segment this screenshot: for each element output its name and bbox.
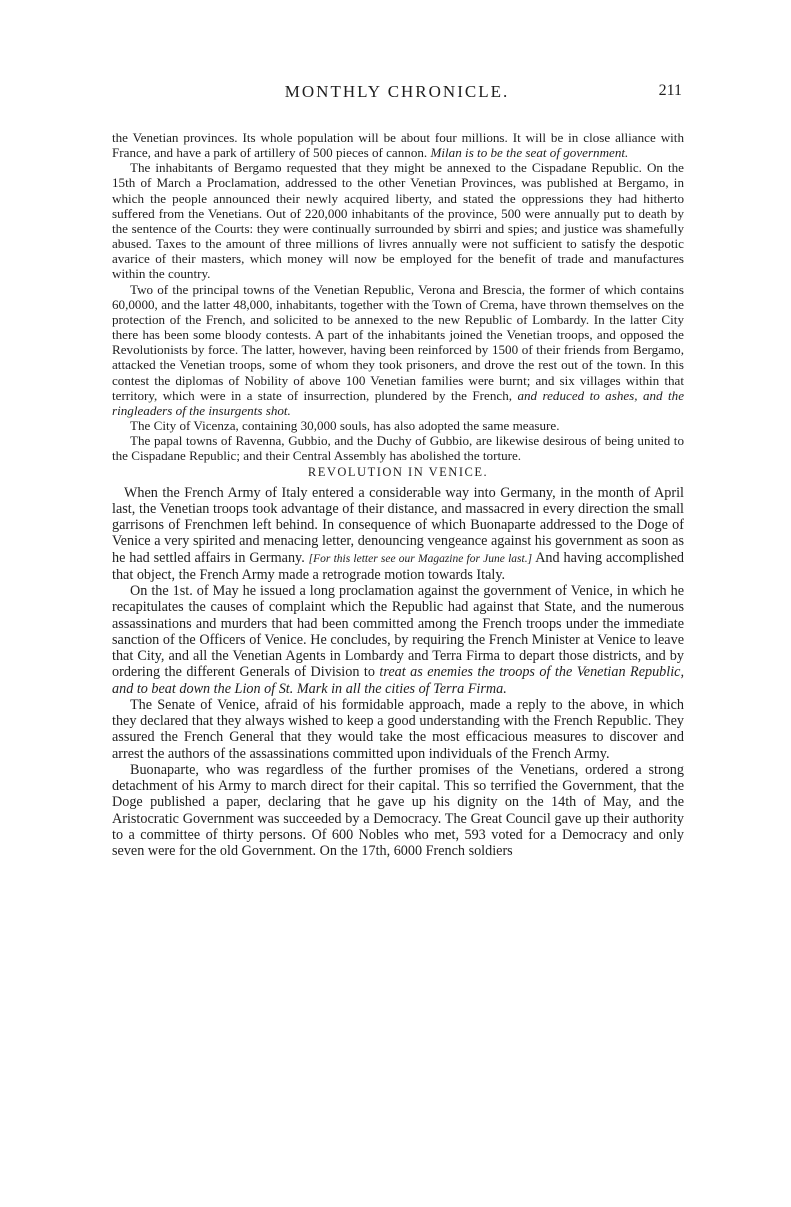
paragraph-text: On the 1st. of May he issued a long proclamation against the government of Venice, in which he recapitulates the causes of complaint which the Republic had against that State, and the numerous assassinations and murders that had been committed among the French troops under the immediate sanction of the Officers of Venice. He concludes, by requiring the French Minister at Venice to leave that City, and all the Venetian Agents in Lombardy and Terra Firma to depart those districts, and by ordering the different Generals of Division to (112, 583, 684, 681)
paragraph-italic: and reduced to ashes, and the ringleaders of the insurgents shot. (112, 387, 685, 418)
paragraph-5 (112, 433, 684, 463)
paragraph-italic: Milan is to be the seat of government. (430, 145, 629, 161)
paragraph-text: The Senate of Venice, afraid of his formidable approach, made a reply to the above, in which they declared that they always wished to keep a good understanding with the French Republic. They assured the French General that they would take the most efficacious measures to discover and arrest the authors of the assassinations committed upon individuals of the French Army. (112, 696, 684, 762)
section-paragraph-3 (112, 697, 684, 762)
paragraph-text: The City of Vicenza, containing 30,000 souls, has also adopted the same measure. (130, 417, 560, 433)
paragraph-text: And having accomplished that object, the French Army made a retrograde motion towards Italy. (112, 549, 685, 583)
page-header (112, 82, 682, 108)
paragraph-text: The inhabitants of Bergamo requested that they might be annexed to the Cispadane Republic. On the 15th of March a Proclamation, addressed to the other Venetian Provinces, was published at Bergamo, in which the people announced their newly acquired liberty, and stated the oppressions they had hitherto suffered from the Venetians. Out of 220,000 inhabitants of the province, 500 were annually put to death by the sentence of the Courts: they were continually surrounded by sbirri and spies; and justice was shamefully abused. Taxes to the amount of three millions of livres annually were not sufficient to satisfy the despotic avarice of their masters, which money will now be employed for the benefit of trade and manufactures within the country. (112, 160, 684, 282)
section-paragraph-2 (112, 583, 684, 697)
section-heading: REVOLUTION IN VENICE. (307, 465, 489, 480)
page-number: 211 (658, 82, 682, 99)
section-paragraph-4 (112, 762, 684, 860)
paragraph-4 (112, 418, 684, 433)
section-paragraph-1 (112, 485, 684, 584)
paragraph-text: Buonaparte, who was regardless of the further promises of the Venetians, ordered a strong detachment of his Army to march direct for their capital. This so terrified the Government, that the Doge published a paper, declaring that he gave up his dignity on the 14th of May, and the Aristocratic Government was succeeded by a Democracy. The Great Council gave up their authority to a committee of thirty persons. Of 600 Nobles who met, 593 voted for a Democracy and only seven were for the old Government. On the 17th, 6000 French soldiers (112, 761, 684, 860)
paragraph-2 (112, 160, 684, 281)
paragraph-text: The papal towns of Ravenna, Gubbio, and the Duchy of Gubbio, are likewise desirous of being united to the Cispadane Republic; and their Central Assembly has abolished the torture. (112, 433, 684, 464)
paragraph-text: Two of the principal towns of the Venetian Republic, Verona and Brescia, the former of which contains 60,0000, and the latter 48,000, inhabitants, together with the Town of Crema, have thrown themselves on the protection of the French, and solicited to be annexed to the new Republic of Lombardy. In the latter City there has been some bloody contests. A part of the inhabitants joined the Venetian troops, and opposed the Revolutionists by force. The latter, however, having been reinforced by 1500 of their friends from Bergamo, attacked the Venetian troops, some of whom they took prisoners, and drove the rest out of the town. In this contest the diplomas of Nobility of above 100 Venetian families were burnt; and six villages within that territory, which were in a state of insurrection, plundered by the French, (112, 281, 684, 403)
running-title: MONTHLY CHRONICLE. (284, 82, 510, 101)
paragraph-3 (112, 282, 684, 418)
paragraph-text: the Venetian provinces. Its whole population will be about four millions. It will be in close alliance with France, and have a park of artillery of 500 pieces of cannon. (112, 130, 684, 161)
editor-note: [For this letter see our Magazine for June last.] (308, 552, 533, 565)
body-text (112, 130, 684, 859)
paragraph-1 (112, 130, 684, 160)
paragraph-text: When the French Army of Italy entered a considerable way into Germany, in the month of April last, the Venetian troops took advantage of their distance, and massacred in every direction the small garrisons of Frenchmen left behind. In consequence of which Buonaparte addressed to the Doge of Venice a very spirited and menacing letter, denouncing vengeance against his government as soon as he had settled affairs in Germany. (112, 484, 684, 566)
paragraph-italic: treat as enemies the troops of the Venetian Republic, and to beat down the Lion of St. Mark in all the cities of Terra Firma. (112, 664, 684, 697)
